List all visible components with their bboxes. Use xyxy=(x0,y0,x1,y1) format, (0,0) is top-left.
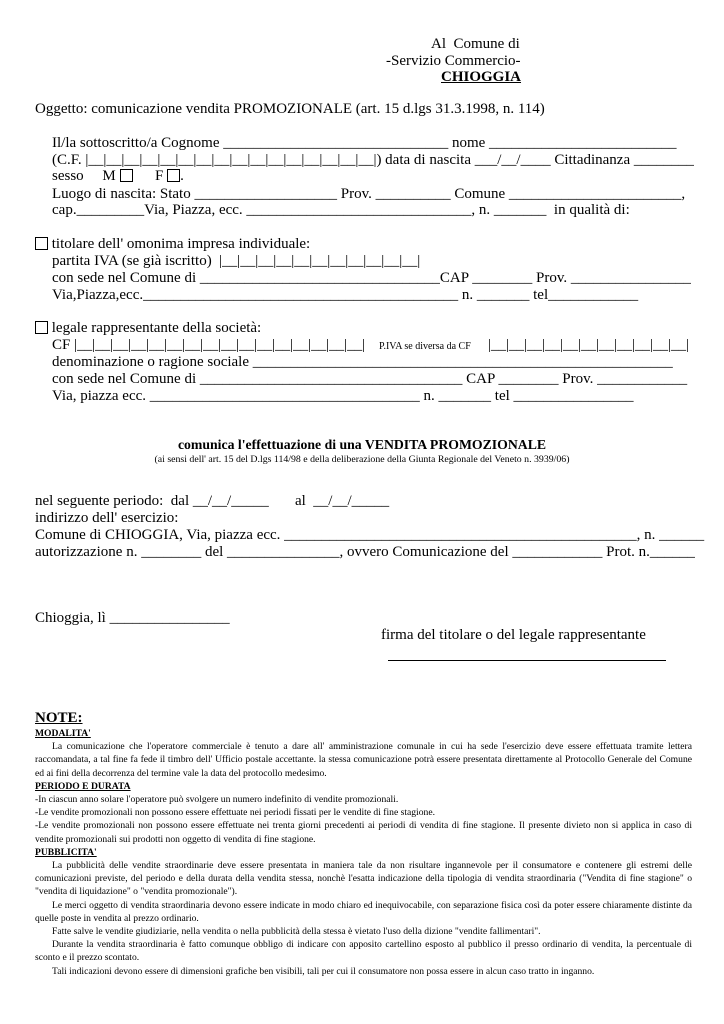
modalita-heading: MODALITA' xyxy=(35,728,91,739)
periodo-item-2: -Le vendite promozionali non possono essere effettuate nei periodi fissati per le vendite di fine stagione. xyxy=(35,807,435,819)
notes-title: NOTE: xyxy=(35,710,83,726)
vat-number-field[interactable]: partita IVA (se già iscritto) |__|__|__|__|__|__|__|__|__|__|__| xyxy=(52,253,421,269)
individual-owner-row xyxy=(35,237,310,252)
periodo-item-1: -In ciascun anno solare l'operatore può svolgere un numero indefinito di vendite promozionali. xyxy=(35,794,399,806)
modalita-text: La comunicazione che l'operatore commerciale è tenuto a dare all' amministrazione comunale in cui ha sede l'esercizio deve essere effettuata tramite lettera raccomandata, a tal fine fa fede il timbro dell' Ufficio postale accettante. la stessa comunicazione potrà essere presentata direttamente al Protocollo Generale del Comune ed ai fini della decorrenza del termine vale la data del protocollo medesimo. xyxy=(35,741,692,779)
company-seat-field[interactable]: con sede nel Comune di ___________________________________ CAP ________ Prov. ____________ xyxy=(52,371,688,387)
company-representative-checkbox[interactable] xyxy=(35,321,48,334)
address-field[interactable]: cap._________Via, Piazza, ecc. ______________________________, n. _______ in qualità di: xyxy=(52,202,630,218)
company-cf-field[interactable]: CF |__|__|__|__|__|__|__|__|__|__|__|__|__|__|__|__| xyxy=(52,337,366,353)
individual-address-field[interactable]: Via,Piazza,ecc.__________________________________________ n. _______ tel____________ xyxy=(52,287,639,303)
pubblicita-paragraph-2: Le merci oggetto di vendita straordinaria devono essere indicate in modo chiaro ed inequivocabile, con separazione fisica così da poter essere chiaramente distinte da quelle poste in vendita al prezzo ordinario. xyxy=(35,899,692,924)
signature-line[interactable] xyxy=(388,660,666,661)
signature-label: firma del titolare o del legale rappresentante xyxy=(381,627,646,643)
subject-line: Oggetto: comunicazione vendita PROMOZIONALE (art. 15 d.lgs 31.3.1998, n. 114) xyxy=(35,101,545,117)
sex-m-label: sesso M xyxy=(52,168,120,184)
company-name-field[interactable]: denominazione o ragione sociale ________________________________________________________ xyxy=(52,354,673,370)
pubblicita-paragraph-1: La pubblicità delle vendite straordinarie deve essere presentata in maniera tale da non risultare ingannevole per il consumatore e contenere gli estremi delle comunicazioni previste, del periodo e della durata della vendita stessa, nonchè l'esatta indicazione della tipologia di vendita straordinaria ("Vendita di fine stagione" o "vendita di liquidazione" o "vendita promozionale"). xyxy=(35,860,692,898)
tax-code-birth-field[interactable]: (C.F. |__|__|__|__|__|__|__|__|__|__|__|__|__|__|__|__|) data di nascita ___/__/____ Cittadinanza ________ xyxy=(52,152,694,168)
surname-name-field[interactable]: Il/la sottoscritto/a Cognome ______________________________ nome _________________________ xyxy=(52,135,677,151)
recipient-line-2: -Servizio Commercio- xyxy=(386,53,521,69)
sex-row-end: . xyxy=(180,168,184,184)
notes-body xyxy=(35,727,692,978)
individual-owner-label: titolare dell' omonima impresa individuale: xyxy=(48,236,311,252)
shop-address-label: indirizzo dell' esercizio: xyxy=(35,510,179,526)
communication-title: comunica l'effettuazione di una VENDITA PROMOZIONALE xyxy=(177,437,547,452)
sex-m-checkbox[interactable] xyxy=(120,169,133,182)
company-piva-label: P.IVA se diversa da CF xyxy=(379,341,471,352)
periodo-item-3: -Le vendite promozionali non possono essere effettuate nei trenta giorni precedenti ai periodi di vendita di fine stagione. Il presente divieto non si applica in caso di vendite promozionali sui prodotti non oggetto di vendita di fine stagione. xyxy=(35,820,692,845)
pubblicita-paragraph-4: Durante la vendita straordinaria è fatto comunque obbligo di indicare con apposito cartellino esposto al pubblico il presso ordinario di vendita, la percentuale di sconto e il prezzo scontato. xyxy=(35,939,692,964)
company-representative-label: legale rappresentante della società: xyxy=(48,320,262,336)
sex-row xyxy=(52,169,184,184)
individual-seat-field[interactable]: con sede nel Comune di ________________________________CAP ________ Prov. ________________ xyxy=(52,270,691,286)
company-address-field[interactable]: Via, piazza ecc. ____________________________________ n. _______ tel ________________ xyxy=(52,388,634,404)
authorization-field[interactable]: autorizzazione n. ________ del _______________, ovvero Comunicazione del ____________ Prot. n.______ xyxy=(35,544,695,560)
sex-f-label: F xyxy=(132,168,168,184)
birthplace-field[interactable]: Luogo di nascita: Stato ___________________ Prov. __________ Comune _______________________, xyxy=(52,186,686,202)
individual-owner-checkbox[interactable] xyxy=(35,237,48,250)
sex-f-checkbox[interactable] xyxy=(167,169,180,182)
periodo-heading: PERIODO E DURATA xyxy=(35,780,131,792)
company-representative-row xyxy=(35,321,261,336)
shop-address-field[interactable]: Comune di CHIOGGIA, Via, piazza ecc. _______________________________________________, n. ______ xyxy=(35,527,705,543)
pubblicita-paragraph-3: Fatte salve le vendite giudiziarie, nella vendita o nella pubblicità della stessa è vietato l'uso della dizione "vendite fallimentari". xyxy=(52,926,541,938)
pubblicita-paragraph-5: Tali indicazioni devono essere di dimensioni grafiche ben visibili, tali per cui il consumatore non possa essere in alcun caso tratto in inganno. xyxy=(52,965,595,977)
place-date-field[interactable]: Chioggia, lì ________________ xyxy=(35,610,230,626)
company-piva-field[interactable]: |__|__|__|__|__|__|__|__|__|__|__| xyxy=(488,337,690,353)
pubblicita-heading: PUBBLICITA' xyxy=(35,846,97,858)
recipient-line-1: Al Comune di xyxy=(431,36,520,52)
communication-subtitle: (ai sensi dell' art. 15 del D.lgs 114/98 e della deliberazione della Giunta Regionale del Veneto n. 3939/06) xyxy=(154,454,570,465)
period-field[interactable]: nel seguente periodo: dal __/__/_____ al __/__/_____ xyxy=(35,493,390,509)
recipient-city: CHIOGGIA xyxy=(441,69,522,85)
